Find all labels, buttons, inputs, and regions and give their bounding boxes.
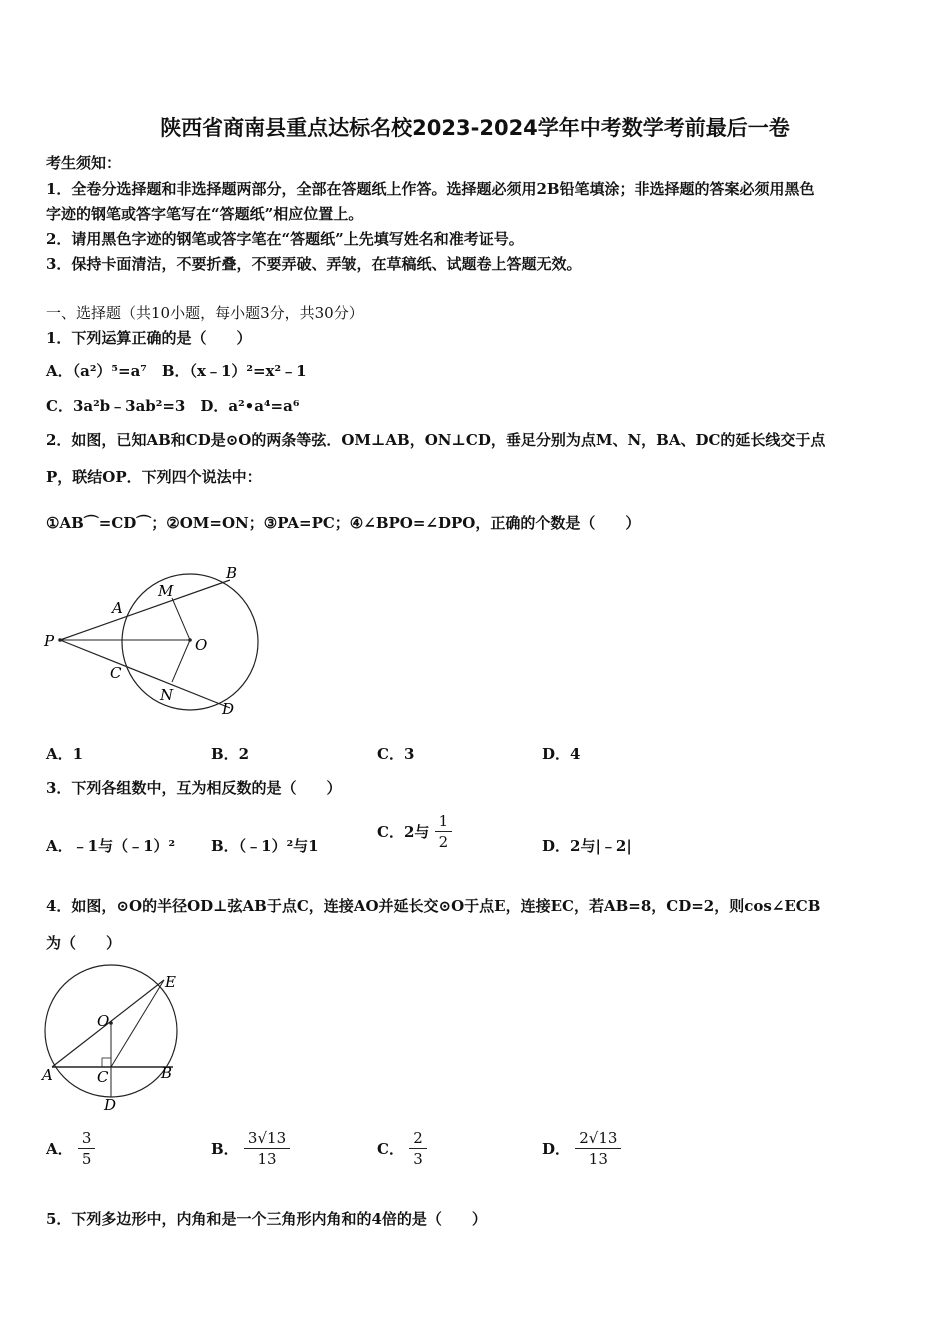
question-3-option-a[interactable]: A．﹣1与（﹣1）² <box>46 837 176 855</box>
label-a: A <box>42 1066 53 1084</box>
notice-item-1: 1．全卷分选择题和非选择题两部分，全部在答题纸上作答。选择题必须用2B铅笔填涂；非选择题的答案必须用黑色 <box>46 180 815 198</box>
point-o <box>188 638 192 642</box>
question-4-stem-cont: 为（ ） <box>46 934 122 952</box>
line-om <box>172 598 190 640</box>
question-5-stem: 5．下列多边形中，内角和是一个三角形内角和的4倍的是（ ） <box>46 1210 487 1228</box>
label-d: D <box>104 1096 117 1114</box>
label-o: O <box>195 636 208 654</box>
line-on <box>172 640 190 682</box>
option-label: A． <box>46 1140 73 1158</box>
question-2-option-b[interactable]: B．2 <box>211 745 250 763</box>
fraction-half: $\frac{1}{2}$ <box>435 811 453 852</box>
question-4-option-b[interactable] <box>211 1128 290 1169</box>
option-label: B． <box>211 1140 239 1158</box>
label-a: A <box>112 599 123 617</box>
label-n: N <box>160 686 174 704</box>
line-pb <box>60 580 230 640</box>
right-angle-mark <box>102 1058 111 1067</box>
fraction: $\frac{2√13}{13}$ <box>575 1128 621 1169</box>
notice-item-3: 3．保持卡面清洁，不要折叠，不要弄破、弄皱，在草稿纸、试题卷上答题无效。 <box>46 255 582 273</box>
section-heading: 一、选择题（共10小题，每小题3分，共30分） <box>46 304 364 322</box>
notice-item-1-cont: 字迹的钢笔或答字笔写在“答题纸”相应位置上。 <box>46 205 364 223</box>
option-label: C． <box>377 1140 404 1158</box>
label-o: O <box>97 1012 110 1030</box>
fraction: $\frac{3√13}{13}$ <box>244 1128 290 1169</box>
point-p <box>58 638 62 642</box>
option-label: D． <box>542 1140 571 1158</box>
page-title: 陕西省商南县重点达标名校2023-2024学年中考数学考前最后一卷 <box>160 116 790 140</box>
question-2-option-d[interactable]: D．4 <box>542 745 581 763</box>
question-2-option-c[interactable]: C．3 <box>377 745 415 763</box>
question-2-stem-cont: P，联结OP．下列四个说法中： <box>46 468 262 486</box>
question-3-option-d[interactable]: D．2与|﹣2| <box>542 837 632 855</box>
notice-item-2: 2．请用黑色字迹的钢笔或答字笔在“答题纸”上先填写姓名和准考证号。 <box>46 230 524 248</box>
question-1-options-cd[interactable]: C．3a²b﹣3ab²=3 D．a²•a⁴=a⁶ <box>46 397 300 415</box>
fraction: $\frac{2}{3}$ <box>409 1128 427 1169</box>
question-1-options-ab[interactable]: A．（a²）⁵=a⁷ B．（x﹣1）²=x²﹣1 <box>46 362 307 380</box>
fraction: $\frac{3}{5}$ <box>78 1128 96 1169</box>
question-1-stem: 1．下列运算正确的是（ ） <box>46 329 252 347</box>
label-p: P <box>44 632 55 650</box>
label-b: B <box>226 564 238 582</box>
line-ec <box>111 980 164 1067</box>
label-e: E <box>165 973 176 991</box>
label-b: B <box>161 1064 173 1082</box>
notice-heading: 考生须知： <box>46 154 122 172</box>
option-c-prefix: C．2与 <box>377 823 430 841</box>
question-2-statements: ①AB⌒=CD⌒；②OM=ON；③PA=PC；④∠BPO=∠DPO，正确的个数是（ ） <box>46 514 641 532</box>
question-3-option-b[interactable]: B．（﹣1）²与1 <box>211 837 319 855</box>
question-4-option-d[interactable] <box>542 1128 621 1169</box>
label-m: M <box>158 582 174 600</box>
point-o <box>109 1021 113 1025</box>
question-2-figure <box>40 560 280 720</box>
question-4-option-a[interactable] <box>46 1128 95 1169</box>
label-c: C <box>97 1068 109 1086</box>
question-3-stem: 3．下列各组数中，互为相反数的是（ ） <box>46 779 342 797</box>
question-4-option-c[interactable] <box>377 1128 427 1169</box>
question-2-option-a[interactable]: A．1 <box>46 745 84 763</box>
label-d: D <box>222 700 235 718</box>
label-c: C <box>110 664 122 682</box>
question-4-stem: 4．如图，⊙O的半径OD⊥弦AB于点C，连接AO并延长交⊙O于点E，连接EC，若AB=8，CD=2，则cos∠ECB <box>46 897 821 915</box>
question-2-stem: 2．如图，已知AB和CD是⊙O的两条等弦．OM⊥AB，ON⊥CD，垂足分别为点M、N，BA、DC的延长线交于点 <box>46 431 826 449</box>
question-3-option-c[interactable] <box>377 811 452 852</box>
question-4-figure <box>40 960 190 1116</box>
